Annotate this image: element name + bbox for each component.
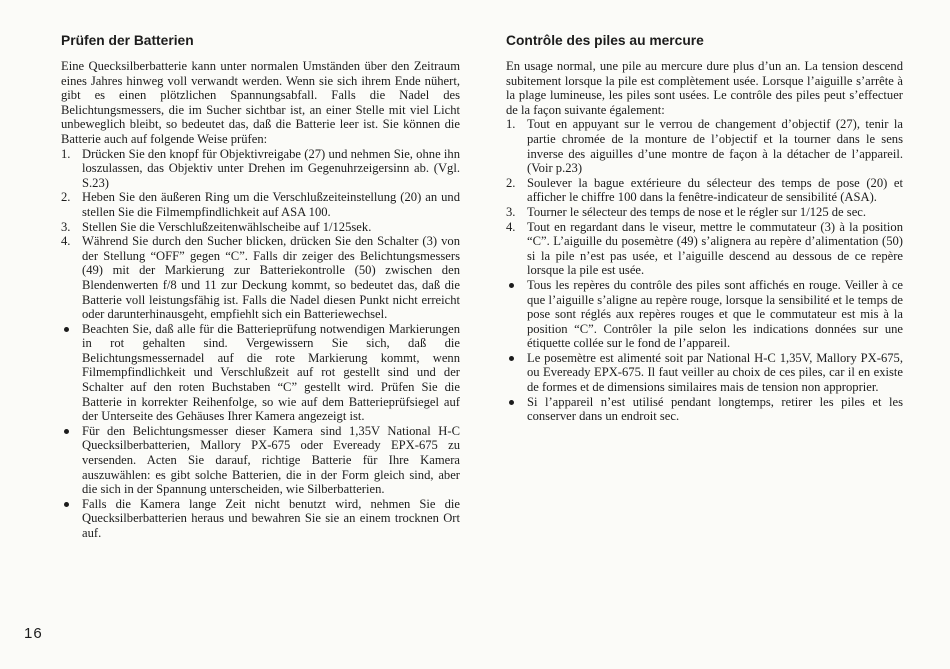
- step-number: 2.: [506, 175, 516, 190]
- step-text: Soulever la bague extérieure du sélecteur des temps de pose (20) et afficher le chiffre 100 dans la fenêtre-indicateur de sensibilité (ASA).: [527, 175, 903, 205]
- step-number: 4.: [506, 219, 516, 234]
- german-note-1: Beachten Sie, daß alle für die Batterieprüfung notwendigen Markierungen in rot gehalten sind. Vergewissern Sie sich, daß die Belichtungsmessernadel auf die rote Markierung kommt, wenn Filmempfindlichkeit und Verschlußzeit auf rot gestellt sind und der Schalter auf den roten Buchstaben “C” gestellt wird. Prüfen Sie die Batterie in korrekter Reihenfolge, so wie auf dem Batterieprüfsiegel auf der Unterseite des Gehäuses Ihrer Kamera angezeigt ist.: [61, 322, 460, 424]
- french-note-3: Si l’appareil n’est utilisé pendant longtemps, retirer les piles et les conserver dans un endroit sec.: [506, 395, 903, 424]
- step-number: 1.: [61, 146, 71, 161]
- german-step-2: [61, 190, 460, 219]
- german-step-3: [61, 220, 460, 235]
- french-note-1: Tous les repères du contrôle des piles sont affichés en rouge. Veiller à ce que l’aiguille s’aligne au repère rouge, lorsque la sensibilité et le temps de pose sont réglés aux repères rouges et que le commutateur est mis à la position “C”. Contrôler la pile selon les indications données sur une étiquette collée sur le fond de l’appareil.: [506, 278, 903, 351]
- step-text: Während Sie durch den Sucher blicken, drücken Sie den Schalter (3) von der Stellung “OFF” gegen “C”. Falls dir zeiger des Belichtungsmessers (49) mit der Markierung zur Batteriekontrolle (50) zwischen den Blendenwerten f/8 und 11 zur Deckung kommt, so bedeutet das, daß die Batterie voll leistungsfähig ist. Falls die Nadel diesen Punkt nicht erreicht oder darunterhinausgeht, empfiehlt sich ein Batteriewechsel.: [82, 234, 460, 322]
- german-notes: [61, 322, 460, 541]
- french-column: [506, 33, 903, 424]
- step-text: Tourner le sélecteur des temps de nose et le régler sur 1/125 de sec.: [527, 204, 867, 219]
- step-text: Stellen Sie die Verschlußzeitenwählscheibe auf 1/125sek.: [82, 219, 372, 234]
- step-number: 2.: [61, 190, 71, 205]
- french-intro: En usage normal, une pile au mercure dure plus d’un an. La tension descend subitement lorsque la pile est complètement usée. Lorsque l’aiguille s’arrête à la plage lumineuse, les piles sont usées. Le contrôle des piles peut s’effectuer de la façon suivante également:: [506, 59, 903, 117]
- step-number: 4.: [61, 234, 71, 249]
- step-text: Tout en appuyant sur le verrou de changement d’objectif (27), tenir la partie chromée de la monture de l’objectif et la tourner dans le sens inverse des aiguilles d’une montre de façon à la détacher de l’appareil. (Voir p.23): [527, 117, 903, 176]
- german-step-1: [61, 147, 460, 191]
- step-text: Drücken Sie den knopf für Objektivreigabe (27) und nehmen Sie, ohne ihn loszulassen, das Objektiv unter Drehen im Gegenuhrzeigersinn ab. (Vgl. S.23): [82, 146, 460, 190]
- step-text: Tout en regardant dans le viseur, mettre le commutateur (3) à la position “C”. L’aiguille du posemètre (49) s’alignera au repère d’alimentation (50) si la pile n’est pas usée, et l’aiguille descend au dessous de ce repère lorsque la pile est usée.: [527, 219, 903, 278]
- french-step-1: [506, 117, 903, 175]
- step-number: 3.: [61, 219, 71, 234]
- german-note-3: Falls die Kamera lange Zeit nicht benutzt wird, nehmen Sie die Quecksilberbatterien heraus und bewahren Sie sie an einem trocknen Ort auf.: [61, 497, 460, 541]
- french-note-2: Le posemètre est alimenté soit par National H-C 1,35V, Mallory PX-675, ou Eveready EPX-675. Il faut veiller au choix de ces piles, car il en existe de formes et de dimensions similaires mais de tension non approprier.: [506, 351, 903, 395]
- german-column: [61, 33, 460, 541]
- german-steps: [61, 147, 460, 322]
- step-number: 3.: [506, 204, 516, 219]
- step-text: Heben Sie den äußeren Ring um die Verschlußzeiteinstellung (20) an und stellen Sie die Filmempfindlichkeit auf ASA 100.: [82, 190, 460, 219]
- german-intro: Eine Quecksilberbatterie kann unter normalen Umständen über den Zeitraum eines Jahres hinweg voll verwandt werden. Wenn sie sich ihrem Ende nühert, gibt es einen plötzlichen Spannungsabfall. Falls die Nadel des Belichtungsmessers, die im Sucher sichtbar ist, an einer Stelle mit viel Licht unbeweglich bleibt, so bedeutet das, daß die Batterie leer ist. Sie können die Batterie auch auf folgende Weise prüfen:: [61, 59, 460, 146]
- french-steps: [506, 117, 903, 278]
- german-note-2: Für den Belichtungsmesser dieser Kamera sind 1,35V National H-C Quecksilberbatterien, Mallory PX-675 oder Eveready EPX-675 zu versenden. Acten Sie darauf, richtige Batterie für Ihre Kamera auszuwählen: es gibt solche Batterien, die in der Form gleich sind, aber die sich in der Spannung unterscheiden, wie Silberbatterien.: [61, 424, 460, 497]
- french-step-4: [506, 220, 903, 278]
- french-heading: Contrôle des piles au mercure: [506, 33, 704, 48]
- german-heading: Prüfen der Batterien: [61, 33, 194, 48]
- step-number: 1.: [506, 117, 516, 132]
- page-number: 16: [24, 625, 43, 642]
- german-step-4: [61, 234, 460, 322]
- french-step-2: [506, 176, 903, 205]
- french-step-3: [506, 205, 903, 220]
- french-notes: [506, 278, 903, 424]
